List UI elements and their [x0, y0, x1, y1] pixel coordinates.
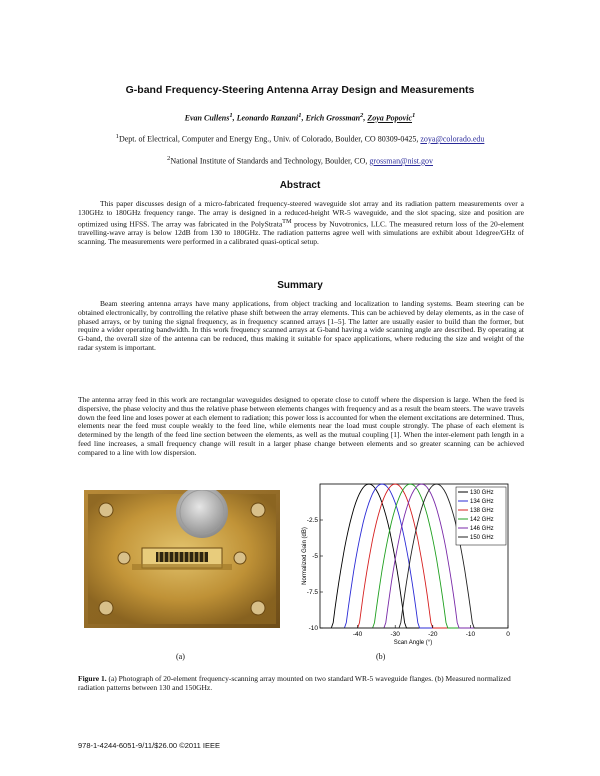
subfigure-label-a: (a) — [176, 652, 185, 661]
abstract-text: This paper discusses design of a micro-fabricated frequency-steered waveguide slot array and its radiation pattern measurements over a 130GHz to 180GHz frequency range. The array is designed in a reduced-height WR-5 waveguide, and the slot spacing, size and position are optimized using HFSS. The array was fabricated in the PolyStrata — [78, 199, 524, 229]
affiliation-2 — [0, 155, 600, 166]
affiliation-text: Dept. of Electrical, Computer and Energy Eng., Univ. of Colorado, Boulder, CO 80309-0425, — [118, 134, 419, 144]
radiation-pattern-chart — [286, 478, 526, 650]
array-photograph — [84, 490, 280, 628]
x-tick-label: -20 — [428, 631, 438, 638]
author-affil-mark: 1 — [412, 112, 416, 119]
email-link[interactable]: grossman@nist.gov — [369, 156, 433, 166]
summary-paragraph-2: The antenna array feed in this work are rectangular waveguides designed to operate close to cutoff where the dispersion is large. When the feed is dispersive, the phase velocity and thus the relative phase between elements changes with frequency and as a result the beam steers. The wave travels down the feed line and loses power at each element to radiation; this power loss is accounted for when the element excitations are determined. Thus, elements near the feed must couple weakly to the feed line, while elements near the load must couple strongly. The phase of each element is determined by the length of the feed line section between the elements, as well as the mutual coupling [1]. When the inter-element path length in a feed line increases, a small frequency change will result in a larger phase change between elements and so greater scanning can be achieved compared to a line with low dispersion. — [78, 395, 524, 457]
figure-caption-label: Figure 1. — [78, 674, 107, 683]
figure-caption-text: (a) Photograph of 20-element frequency-scanning array mounted on two standard WR-5 waveguide flanges. (b) Measured normalized radiation patterns between 130 and 150GHz. — [78, 674, 511, 692]
legend-entry: 134 GHz — [470, 499, 494, 505]
affil-mark: 2 — [166, 155, 171, 162]
y-tick-label: -2.5 — [306, 517, 318, 524]
x-tick-label: -10 — [465, 631, 476, 638]
trademark-mark: TM — [282, 217, 292, 225]
copyright-footer: 978-1-4244-6051-9/11/$26.00 ©2011 IEEE — [78, 741, 221, 750]
subfigure-label-b: (b) — [376, 652, 386, 661]
abstract-heading: Abstract — [279, 180, 321, 191]
author-name: Erich Grossman — [305, 113, 361, 123]
affil-mark: 1 — [115, 133, 119, 140]
x-tick-label: -30 — [390, 631, 400, 638]
legend-entry: 150 GHz — [470, 535, 494, 541]
photo-drawing — [84, 490, 280, 628]
abstract-text: process by Nuvotronics, LLC. The measured return loss of the 20-element travelling-wave array is below 12dB from 130 to 180GHz. The radiation patterns agree well with simulations are exhibit about 1degree/GHz of scanning. The measurements were performed in a calibrated quasi-optical setup. — [78, 219, 524, 246]
legend-entry: 146 GHz — [470, 526, 494, 532]
paper-title: G-band Frequency-Steering Antenna Array Design and Measurements — [125, 84, 475, 96]
y-tick-label: -7.5 — [306, 589, 318, 596]
y-tick-label: -5 — [312, 553, 318, 560]
author-list: Evan Cullens$^1$, Leonardo Ranzani$^1$, Erich Grossman$^2$, Zoya Popovic$^1$ — [184, 112, 416, 123]
email-link[interactable]: zoya@colorado.edu — [420, 134, 485, 144]
y-tick-label: -10 — [308, 625, 318, 632]
y-axis-label: Normalized Gain (dB) — [302, 527, 308, 585]
legend-entry: 130 GHz — [470, 490, 494, 496]
chart-svg — [286, 478, 526, 650]
summary-paragraph-1: Beam steering antenna arrays have many applications, from object tracking and localization to landing systems. Beam steering can be obtained electronically, by controlling the relative phase shift between the array elements. This can be achieved by delay elements, as in the case of phased arrays, or by tuning the signal frequency, as in frequency scanned arrays [1–5]. The latter are usually easier to build than the former, but require a wider operating bandwidth. In this work frequency scanned arrays at G-band having a wide scanning angle are described. By operating at G-band, the overall size of the antenna can be reduced, thus making it suitable for space applications, where reducing the size and weight of the radar system is important. — [78, 299, 524, 352]
author-name: Evan Cullens — [184, 113, 230, 123]
author-affil-mark: 1 — [229, 112, 233, 119]
summary-heading: Summary — [277, 280, 323, 291]
x-axis-label: Scan Angle (°) — [393, 640, 433, 646]
author-name: Zoya Popovic — [367, 113, 413, 123]
author-affil-mark: 1 — [298, 112, 302, 119]
affiliation-1 — [0, 133, 600, 144]
figure-caption — [78, 674, 524, 692]
abstract-paragraph — [78, 200, 524, 246]
x-tick-label: 0 — [506, 631, 510, 638]
author-affil-mark: 2 — [360, 112, 364, 119]
author-name: Leonardo Ranzani — [236, 113, 299, 123]
legend-entry: 138 GHz — [470, 508, 494, 514]
x-tick-label: -40 — [352, 631, 363, 638]
affiliation-text: National Institute of Standards and Technology, Boulder, CO, — [170, 156, 368, 166]
legend-entry: 142 GHz — [470, 517, 494, 523]
